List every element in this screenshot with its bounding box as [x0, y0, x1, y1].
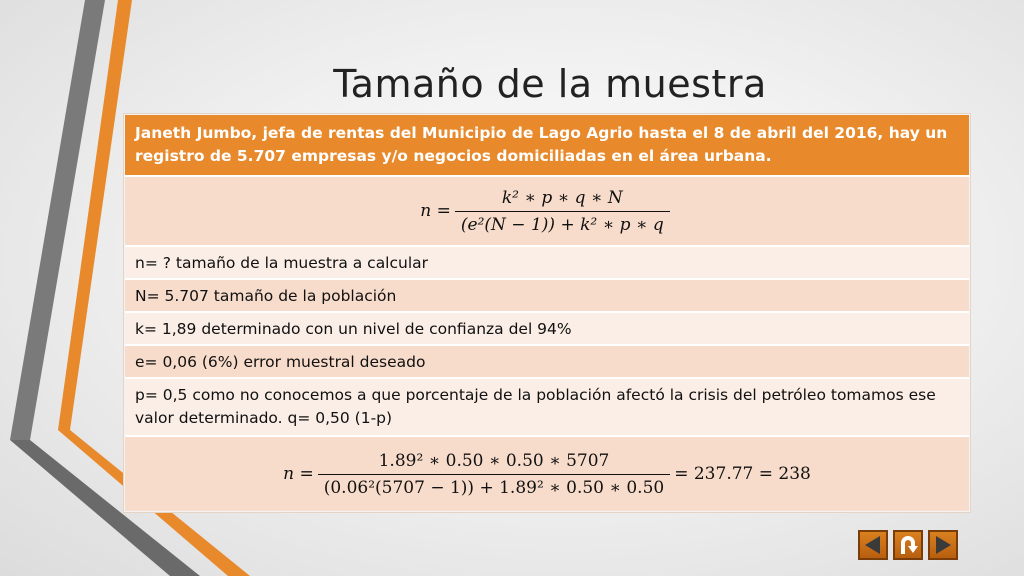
table-row: N= 5.707 tamaño de la población	[125, 278, 969, 311]
return-button[interactable]	[893, 530, 923, 560]
table-row: p= 0,5 como no conocemos a que porcentaje de la población afectó la crisis del petróleo tomamos ese valor determinado. q= 0,50 (1-p)	[125, 377, 969, 435]
table-header: Janeth Jumbo, jefa de rentas del Municipio de Lago Agrio hasta el 8 de abril del 2016, hay un registro de 5.707 empresas y/o negocios domiciliadas en el área urbana.	[125, 115, 969, 175]
formula-fraction	[455, 188, 670, 235]
table-row: e= 0,06 (6%) error muestral deseado	[125, 344, 969, 377]
previous-slide-button[interactable]	[858, 530, 888, 560]
result-rhs: = 237.77 = 238	[674, 464, 811, 484]
table-row: k= 1,89 determinado con un nivel de confianza del 94%	[125, 311, 969, 344]
result-denominator: (0.06²(5707 − 1)) + 1.89² ∗ 0.50 ∗ 0.50	[318, 474, 670, 498]
formula-numerator: 𝑘² ∗ 𝑝 ∗ 𝑞 ∗ 𝑁	[501, 187, 623, 208]
result-fraction	[318, 451, 670, 498]
result-numerator: 1.89² ∗ 0.50 ∗ 0.50 ∗ 5707	[378, 450, 610, 471]
table-row: n= ? tamaño de la muestra a calcular	[125, 245, 969, 278]
result-lhs: 𝑛 =	[283, 464, 314, 484]
triangle-left-icon	[862, 534, 884, 556]
formula-row	[125, 175, 969, 245]
formula-denominator: (𝑒²(𝑁 − 1)) + 𝑘² ∗ 𝑝 ∗ 𝑞	[455, 211, 670, 235]
triangle-right-icon	[932, 534, 954, 556]
next-slide-button[interactable]	[928, 530, 958, 560]
u-turn-icon	[897, 534, 919, 556]
result-row	[125, 435, 969, 511]
slide-title: Tamaño de la muestra	[333, 62, 767, 106]
formula-lhs: 𝑛 =	[420, 201, 451, 221]
data-table	[124, 114, 970, 512]
